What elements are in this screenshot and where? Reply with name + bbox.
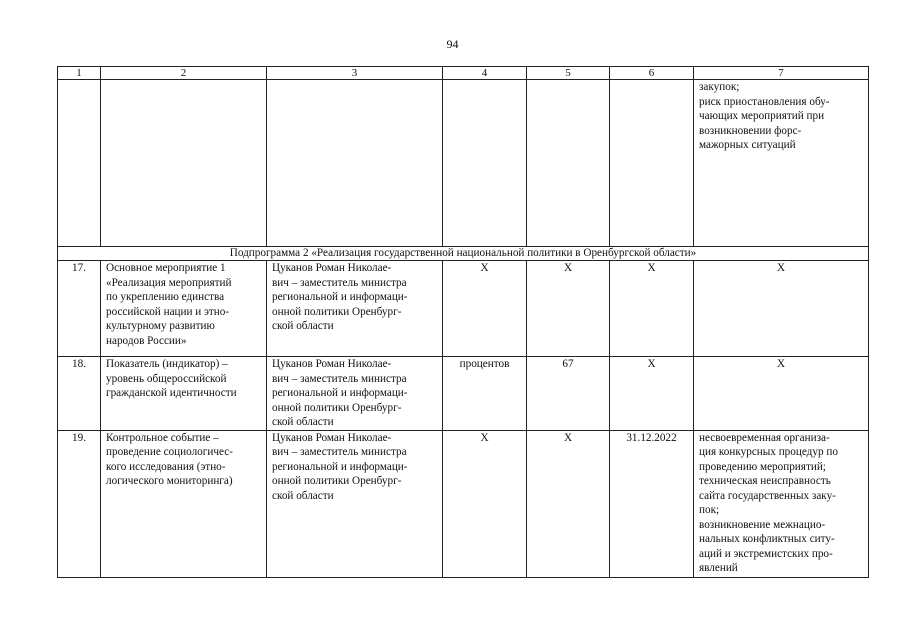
cell-empty [443,80,527,247]
cell-empty [101,80,267,247]
cell-date: 31.12.2022 [610,430,694,577]
cell-value: 67 [527,357,610,431]
table-row [58,357,869,431]
name-text: Контрольное событие – проведение социологичес- кого исследования (этно- логического мониторинга) [106,431,233,487]
cell-unit: Х [443,261,527,357]
cell-name [101,430,267,577]
column-number-6: 6 [610,67,694,80]
column-number-7: 7 [694,67,869,80]
cell-value: Х [527,430,610,577]
cell-number: 19. [58,430,101,577]
cell-date: Х [610,261,694,357]
table-row-continued [58,80,869,247]
name-text: Основное мероприятие 1 «Реализация мероприятий по укреплению единства российской нации и этно- культурному развитию народов России» [106,262,232,347]
responsible-text: Цуканов Роман Николае- вич – заместитель министра региональной и информаци- онной политики Оренбург- ской области [272,431,408,502]
risks-text: несвоевременная организа- ция конкурсных процедур по проведению мероприятий; техническая неисправность сайта государственных заку- пок; возникновение межнацио- нальных конфликтных ситу- аций и экстремистских про- явлений [699,431,838,574]
subprogram-row [58,247,869,261]
responsible-text: Цуканов Роман Николае- вич – заместитель министра региональной и информаци- онной политики Оренбург- ской области [272,358,408,428]
cell-risks: Х [694,261,869,357]
column-number-4: 4 [443,67,527,80]
cell-empty [267,80,443,247]
cell-date: Х [610,357,694,431]
measures-table [57,66,869,578]
cell-responsible [267,261,443,357]
cell-empty [610,80,694,247]
cell-empty [58,80,101,247]
column-numbers-row [58,67,869,80]
cell-risks [694,430,869,577]
cell-name [101,357,267,431]
page-number: 94 [446,37,459,51]
cell-unit: процентов [443,357,527,431]
column-number-3: 3 [267,67,443,80]
cell-number: 17. [58,261,101,357]
cell-risks: Х [694,357,869,431]
cell-number: 18. [58,357,101,431]
column-number-1: 1 [58,67,101,80]
name-text: Показатель (индикатор) – уровень общероссийской гражданской идентичности [106,358,237,399]
cell-responsible [267,430,443,577]
table-row [58,261,869,357]
cell-empty [527,80,610,247]
column-number-5: 5 [527,67,610,80]
responsible-text: Цуканов Роман Николае- вич – заместитель министра региональной и информаци- онной политики Оренбург- ской области [272,262,408,332]
cell-responsible [267,357,443,431]
cell-unit: Х [443,430,527,577]
cell-name [101,261,267,357]
column-number-2: 2 [101,67,267,80]
risks-text: закупок; риск приостановления обу- чающих мероприятий при возникновении форс- мажорных ситуаций [699,81,830,151]
cell-risks [694,80,869,247]
table-row [58,430,869,577]
subprogram-title: Подпрограмма 2 «Реализация государственной национальной политики в Оренбургской области» [58,247,869,261]
cell-value: Х [527,261,610,357]
